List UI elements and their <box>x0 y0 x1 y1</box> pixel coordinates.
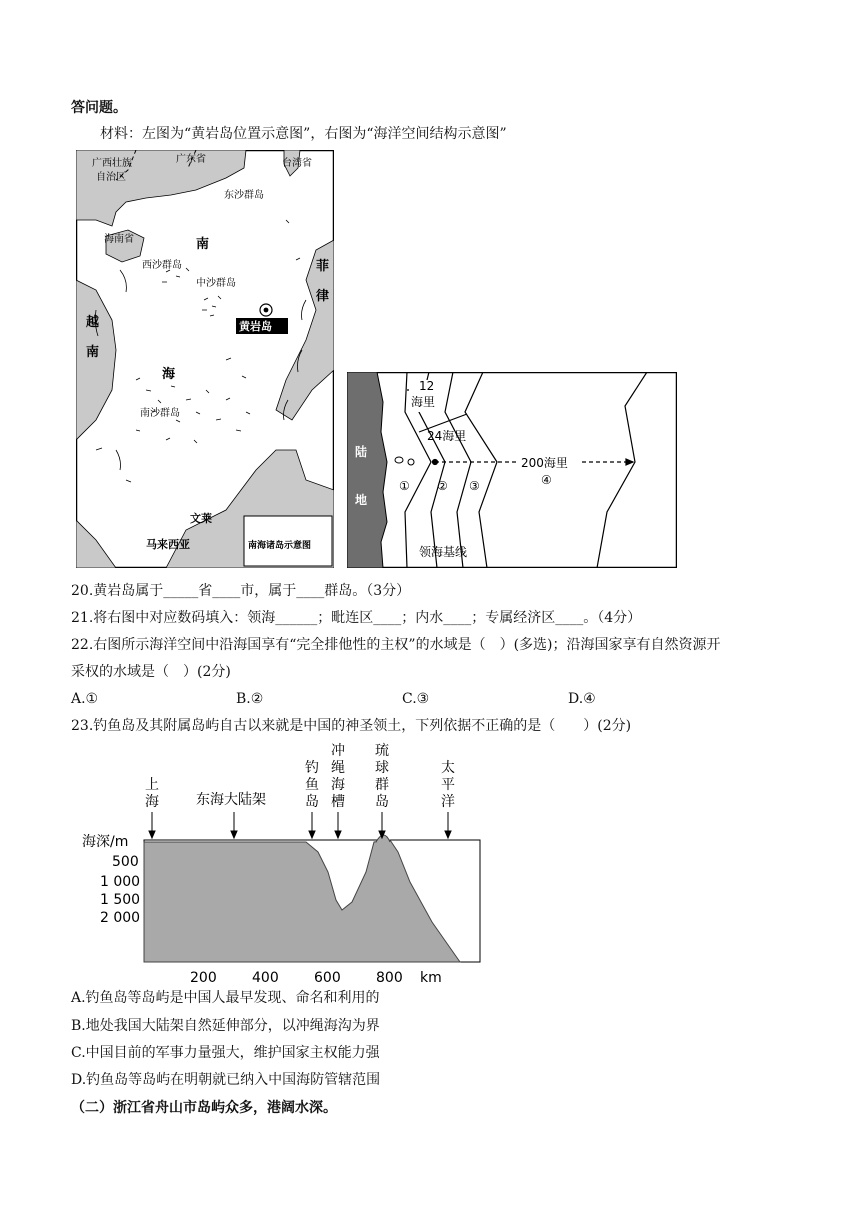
label-12: 12 <box>419 379 435 393</box>
label-malai: 马来西亚 <box>146 538 190 551</box>
q23-option-d: D.钓鱼岛等岛屿在明朝就已纳入中国海防管辖范围 <box>71 1072 381 1088</box>
q23-option-c: C.中国目前的军事力量强大，维护国家主权能力强 <box>71 1045 380 1061</box>
q22-option-c: C.③ <box>402 691 430 707</box>
zone-4: ④ <box>541 473 552 487</box>
label-guangxi-1: 广西壮族 <box>92 158 132 169</box>
zone-2: ② <box>437 479 448 493</box>
material-text: 材料：左图为“黄岩岛位置示意图”，右图为“海洋空间结构示意图” <box>100 126 507 142</box>
label-huangyan: 黄岩岛 <box>239 320 272 333</box>
label-nan-1: 南 <box>196 237 210 252</box>
label-taiwan: 台湾省 <box>282 158 312 169</box>
profile-ylabel: 海深/m <box>82 834 129 850</box>
seafloor-profile <box>76 742 496 982</box>
depth-1500: 1 500 <box>100 892 141 908</box>
label-guangxi-2: 自治区 <box>96 172 126 183</box>
label-haili: 海里 <box>411 395 436 409</box>
label-nan-2: 南 <box>86 345 100 360</box>
label-hai: 海 <box>162 367 176 382</box>
label-zhongsha: 中沙群岛 <box>196 278 236 289</box>
q22-option-a: A.① <box>71 691 99 707</box>
huangyan-location-map <box>76 150 334 568</box>
header-text: 答问题。 <box>71 100 127 116</box>
label-hainan: 海南省 <box>104 234 134 245</box>
profile-label-0: 上海 <box>145 777 159 810</box>
xtick-600: 600 <box>314 970 341 982</box>
label-lv: 律 <box>316 289 330 304</box>
question-22-line2: 采权的水域是（ ）(2分) <box>71 664 231 680</box>
label-200: 200海里 <box>521 456 568 470</box>
depth-500: 500 <box>112 854 139 870</box>
xtick-200: 200 <box>190 970 217 982</box>
zone-1: ① <box>399 479 410 493</box>
label-fei: 菲 <box>316 259 330 274</box>
label-guangdong: 广东省 <box>176 154 206 165</box>
label-wenlai: 文莱 <box>190 512 212 525</box>
label-yue: 越 <box>86 315 100 330</box>
ocean-structure-diagram <box>347 372 677 568</box>
question-23: 23.钓鱼岛及其附属岛屿自古以来就是中国的神圣领土，下列依据不正确的是（ ）(2分) <box>71 718 632 734</box>
depth-1000: 1 000 <box>100 874 141 890</box>
depth-2000: 2 000 <box>100 910 141 926</box>
q22-option-b: B.② <box>236 691 264 707</box>
label-land-1: 陆 <box>355 445 368 459</box>
profile-label-shelf: 东海大陆架 <box>196 792 266 808</box>
section-2-heading: （二）浙江省舟山市岛屿众多，港阔水深。 <box>71 1100 337 1116</box>
question-21: 21.将右图中对应数码填入：领海______；毗连区____；内水____；专属经济区____。（4分） <box>71 610 642 626</box>
profile-label-2: 钓鱼岛 <box>305 760 319 810</box>
label-baseline: 领海基线 <box>419 545 468 559</box>
q22-option-d: D.④ <box>568 691 596 707</box>
xtick-unit: km <box>420 970 442 982</box>
profile-label-4: 琉球群岛 <box>375 743 389 810</box>
question-20: 20.黄岩岛属于_____省____市，属于____群岛。（3分） <box>71 583 411 599</box>
question-22-line1: 22.右图所示海洋空间中沿海国享有“完全排他性的主权”的水域是（ ）(多选)；沿海国家享有自然资源开 <box>71 637 721 653</box>
label-dongsha: 东沙群岛 <box>224 190 264 201</box>
q23-option-b: B.地处我国大陆架自然延伸部分，以冲绳海沟为界 <box>71 1018 380 1034</box>
xtick-800: 800 <box>376 970 403 982</box>
profile-label-5: 太平洋 <box>441 760 455 810</box>
xtick-400: 400 <box>252 970 279 982</box>
label-nansha: 南沙群岛 <box>140 408 180 419</box>
label-inset: 南海诸岛示意图 <box>248 541 312 551</box>
profile-label-3: 冲绳海槽 <box>331 743 345 810</box>
label-land-2: 地 <box>355 493 368 507</box>
label-xisha: 西沙群岛 <box>142 260 182 271</box>
label-24: 24海里 <box>427 429 467 443</box>
q23-option-a: A.钓鱼岛等岛屿是中国人最早发现、命名和利用的 <box>71 990 380 1006</box>
zone-3: ③ <box>469 479 480 493</box>
